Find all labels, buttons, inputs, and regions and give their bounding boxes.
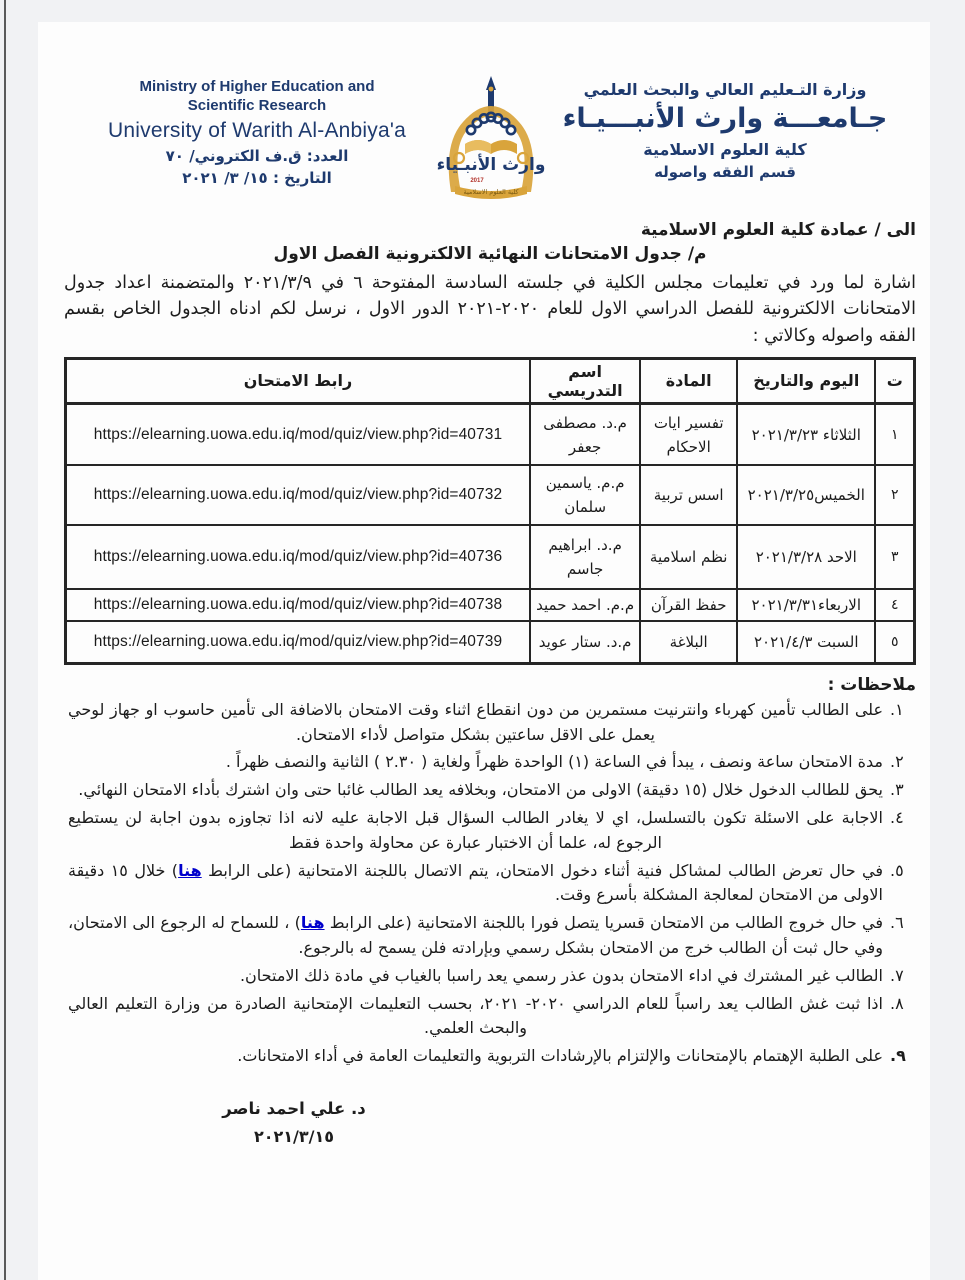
subject-line: م/ جدول الامتحانات النهائية الالكترونية الفصل الاول — [273, 244, 707, 264]
logo-calligraphy: وارث الأنبـياء — [436, 155, 546, 175]
note-item-3 — [64, 778, 916, 803]
row-index: ١ — [875, 403, 914, 465]
table-row — [66, 465, 915, 525]
note-item-2 — [64, 750, 916, 775]
scan-edge-line — [4, 0, 6, 1280]
note-text-after: ) خلال ١٥ دقيقة الاولى من الامتحان لمعالجة المشكلة بأسرع وقت. — [68, 860, 883, 905]
row-teacher: م.م. ياسمين سلمان — [530, 465, 640, 525]
note-text-after: ) ، للسماح له الرجوع الى الامتحان، وفي حال ثبت أن الطالب خرج من الامتحان بشكل رسمي وبإرادته فلن يسمح له بالرجوع. — [68, 913, 883, 957]
row-day-date: الاربعاء٢٠٢١/٣/٣١ — [737, 589, 875, 621]
note-number: ٧. — [890, 965, 904, 985]
intro-paragraph: اشارة لما ورد في تعليمات مجلس الكلية في جلسته السادسة المفتوحة ٦ في ٢٠٢١/٣/٩ والمتضمنة اعداد جدول الامتحانات الالكترونية للفصل الدراسي الاول للعام ٢٠٢٠-٢٠٢١ الدور الاول ، نرسل لكم ادناه الجدول الخاص بقسم الفقه واصوله وكالاتي : — [64, 273, 916, 346]
row-subject: نظم اسلامية — [640, 525, 737, 589]
exam-link[interactable]: https://elearning.uowa.edu.iq/mod/quiz/view.php?id=40731 — [93, 425, 503, 443]
logo-ribbon-text: كلية العلوم الاسلامية — [463, 188, 519, 196]
note-text: على الطلبة الإهتمام بالإمتحانات والإلتزام بالإرشادات التربوية والتعليمات العامة في أداء الامتحانات. — [237, 1046, 883, 1066]
row-subject: اسس تربية — [640, 465, 737, 525]
note-text: على الطالب تأمين كهرباء وانترنيت مستمرين من دون انقطاع اثناء وقت الامتحان بالاضافة الى تأمين حاسوب او جهاز لوحي يعمل على الاقل ساعتين بشكل متواصل لأداء الامتحان. — [68, 699, 883, 744]
signature-block — [184, 1099, 404, 1146]
header-teacher: اسم التدريسي — [530, 358, 640, 403]
exam-link[interactable]: https://elearning.uowa.edu.iq/mod/quiz/view.php?id=40732 — [93, 486, 503, 504]
header-exam-link: رابط الامتحان — [66, 358, 530, 403]
signature-name: د. علي احمد ناصر — [222, 1098, 366, 1118]
header-subject: المادة — [640, 358, 737, 403]
table-row — [66, 403, 915, 465]
notes-title: ملاحظات : — [827, 674, 916, 695]
committee-link[interactable]: هنا — [300, 913, 325, 933]
row-subject: حفظ القرآن — [640, 589, 737, 621]
college-ar: كلية العلوم الاسلامية — [643, 140, 807, 159]
row-day-date: الخميس٢٠٢١/٣/٢٥ — [737, 465, 875, 525]
exam-link[interactable]: https://elearning.uowa.edu.iq/mod/quiz/view.php?id=40738 — [93, 596, 503, 614]
note-item-9 — [64, 1044, 916, 1069]
table-row — [66, 589, 915, 621]
letterhead-arabic-block — [560, 72, 890, 181]
note-item-6 — [64, 911, 916, 961]
exam-link[interactable]: https://elearning.uowa.edu.iq/mod/quiz/view.php?id=40736 — [93, 548, 503, 566]
note-text: اذا ثبت غش الطالب يعد راسباً للعام الدراسي ٢٠٢٠- ٢٠٢١، بحسب التعليمات الإمتحانية الصادرة من وزارة التعليم العالي والبحث العلمي. — [68, 993, 884, 1038]
document-date-line: التاريخ : ١٥/ ٣/ ٢٠٢١ — [182, 168, 332, 187]
document-number-line: العدد: ق.ف الكتروني/ ٧٠ — [165, 146, 349, 165]
notes-list — [64, 698, 916, 1069]
note-number: ٤. — [890, 807, 904, 827]
letterhead-english-block — [92, 72, 422, 187]
note-item-7 — [64, 964, 916, 989]
table-header-row — [66, 358, 915, 403]
committee-link[interactable]: هنا — [178, 860, 202, 880]
note-item-5 — [64, 859, 916, 909]
logo-year: 2017 — [470, 178, 484, 184]
department-ar: قسم الفقه واصوله — [654, 163, 796, 181]
note-text-before: في حال خروج الطالب من الامتحان قسريا يتصل فورا باللجنة الامتحانية (على الرابط — [324, 913, 883, 933]
addressee-line: الى / عمادة كلية العلوم الاسلامية — [640, 220, 916, 240]
note-text-before: في حال تعرض الطالب لمشاكل فنية أثناء دخول الامتحان، يتم الاتصال باللجنة الامتحانية (على الرابط — [201, 860, 884, 880]
note-text: مدة الامتحان ساعة ونصف ، يبدأ في الساعة (١) الواحدة ظهراً ولغاية ( ٢.٣٠ ) الثانية والنصف ظهراً . — [225, 752, 883, 772]
note-number: ٨. — [890, 993, 904, 1013]
row-teacher: م.د. ستار عويد — [530, 621, 640, 663]
note-number: ٩. — [890, 1046, 906, 1066]
note-number: ١. — [890, 699, 904, 719]
note-number: ٦. — [890, 913, 904, 933]
note-item-4 — [64, 806, 916, 856]
row-subject: تفسير ايات الاحكام — [640, 403, 737, 465]
header-index: ت — [875, 358, 914, 403]
note-item-8 — [64, 992, 916, 1042]
row-day-date: الاحد ٢٠٢١/٣/٢٨ — [737, 525, 875, 589]
university-logo-icon — [425, 74, 557, 210]
note-text — [64, 859, 883, 909]
note-text: الطالب غير المشترك في اداء الامتحان بدون عذر رسمي يعد راسبا بالغياب في مادة ذلك الامتحان. — [239, 965, 883, 985]
header-day-date: اليوم والتاريخ — [737, 358, 875, 403]
table-row — [66, 621, 915, 663]
row-day-date: السبت ٢٠٢١/٤/٣ — [737, 621, 875, 663]
document-page — [38, 22, 930, 1280]
row-day-date: الثلاثاء ٢٠٢١/٣/٢٣ — [737, 403, 875, 465]
university-ar-name: جـامعـــة وارث الأنبـــيـاء — [562, 103, 888, 134]
note-number: ٣. — [890, 780, 904, 800]
letterhead — [64, 72, 916, 210]
signature-date: ٢٠٢١/٣/١٥ — [253, 1126, 335, 1146]
university-en-name: University of Warith Al-Anbiya'a — [108, 118, 406, 142]
note-item-1 — [64, 698, 916, 748]
row-teacher: م.م. احمد حميد — [530, 589, 640, 621]
note-number: ٢. — [890, 752, 904, 772]
row-teacher: م.د. ابراهيم جاسم — [530, 525, 640, 589]
table-row — [66, 525, 915, 589]
ministry-en-line1: Ministry of Higher Education and — [139, 78, 375, 95]
row-teacher: م.د. مصطفى جعفر — [530, 403, 640, 465]
row-index: ٣ — [875, 525, 914, 589]
row-index: ٤ — [875, 589, 914, 621]
ministry-en-line2: Scientific Research — [187, 96, 327, 114]
ministry-ar: وزارة التـعليم العالي والبحث العلمي — [583, 80, 867, 99]
row-index: ٥ — [875, 621, 914, 663]
row-subject: البلاغة — [640, 621, 737, 663]
exam-link[interactable]: https://elearning.uowa.edu.iq/mod/quiz/view.php?id=40739 — [93, 633, 503, 650]
note-text: الاجابة على الاسئلة تكون بالتسلسل، اي لا يغادر الطالب السؤال قبل الاجابة عليه لانه اذا تجاوزه بدون اجابة لن يستطيع الرجوع له، علما أن الاختبار عبارة عن محاولة واحدة فقط — [68, 807, 883, 852]
row-index: ٢ — [875, 465, 914, 525]
note-number: ٥. — [890, 860, 904, 880]
exam-schedule-table — [64, 357, 916, 665]
note-text — [64, 911, 883, 961]
note-text: يحق للطالب الدخول خلال (١٥ دقيقة) الاولى من الامتحان، وبخلافه يعد الطالب غائبا حتى وان اشترك بأداء الامتحان النهائي. — [78, 780, 883, 800]
